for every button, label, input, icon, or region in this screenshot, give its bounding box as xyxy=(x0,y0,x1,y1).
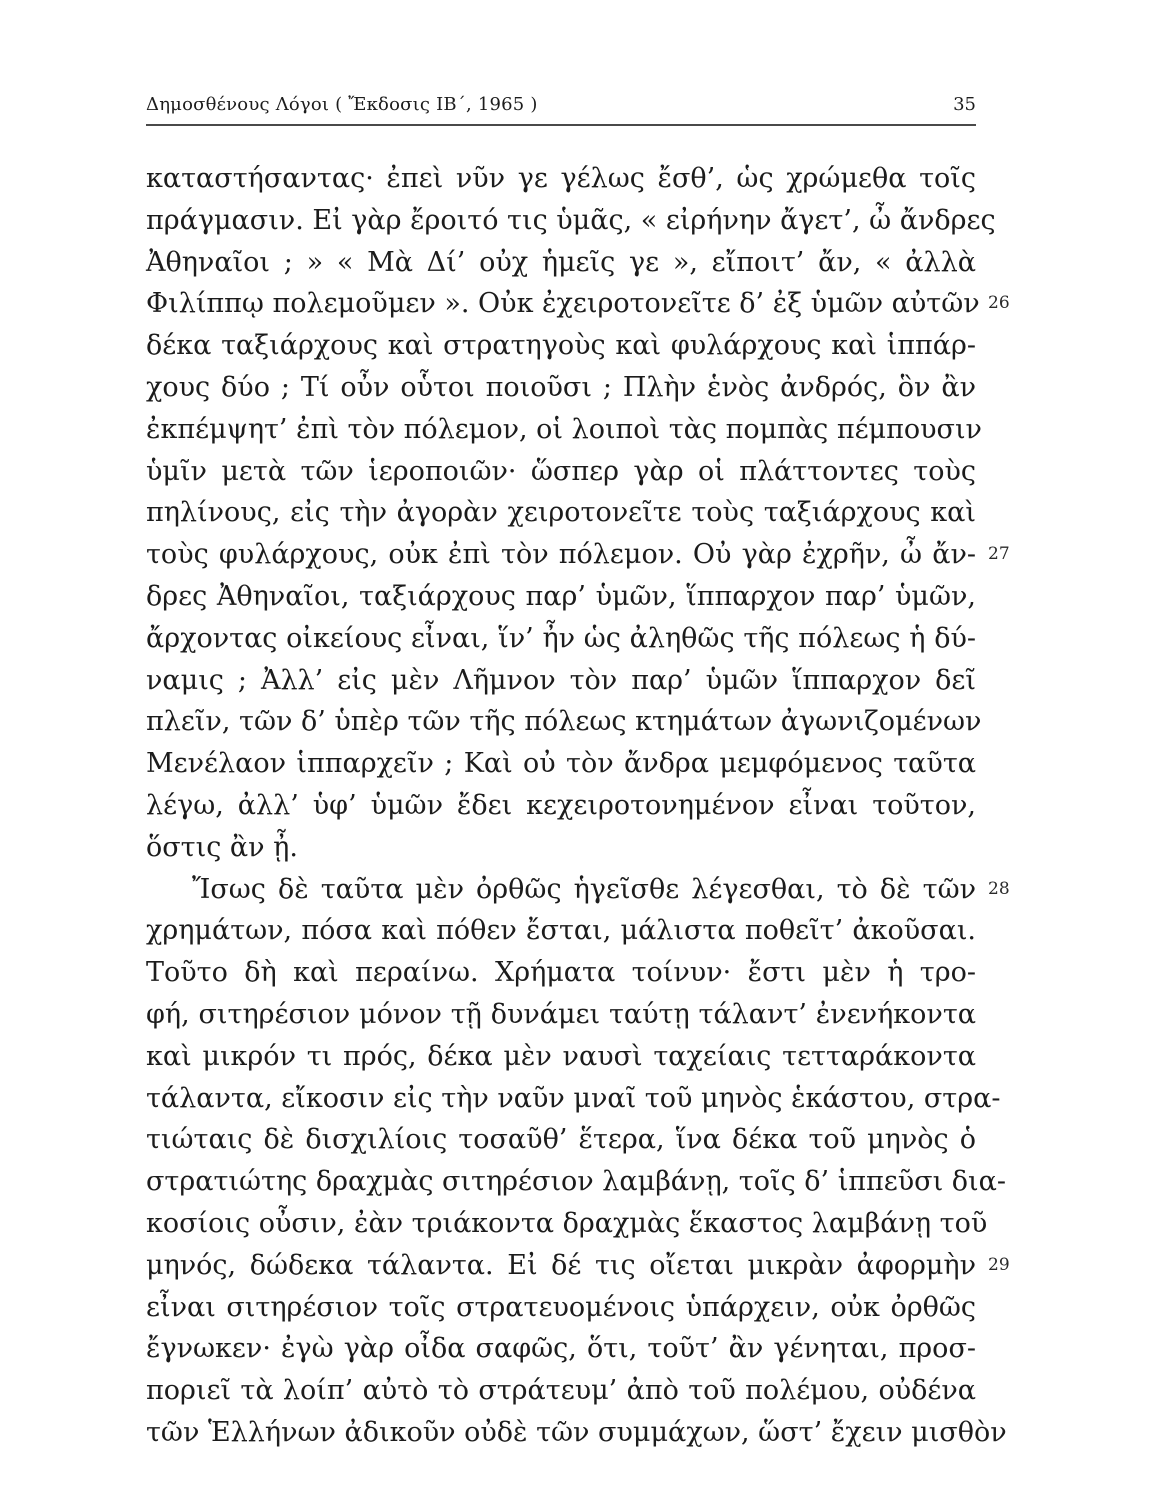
header-rule xyxy=(146,124,976,126)
line-text: πλεῖν, τῶν δ’ ὑπὲρ τῶν τῆς πόλεως κτημάτων ἀγωνιζομένων xyxy=(146,706,982,738)
text-line xyxy=(146,910,976,952)
line-text: στρατιώτης δραχμὰς σιτηρέσιον λαμβάνῃ, τοῖς δ’ ἱππεῦσι δια- xyxy=(146,1166,1006,1198)
line-text: τοὺς φυλάρχους, οὐκ ἐπὶ τὸν πόλεμον. Οὐ γὰρ ἐχρῆν, ὦ ἄν- xyxy=(146,539,976,571)
text-line xyxy=(146,1287,976,1329)
running-header xyxy=(146,92,976,122)
line-text: τάλαντα, εἴκοσιν εἰς τὴν ναῦν μναῖ τοῦ μηνὸς ἑκάστου, στρα- xyxy=(146,1082,1001,1114)
text-line xyxy=(146,618,976,660)
text-line xyxy=(146,534,1010,576)
line-text: ποριεῖ τὰ λοίπ’ αὐτὸ τὸ στράτευμ’ ἀπὸ τοῦ πολέμου, οὐδένα xyxy=(146,1375,976,1407)
text-line xyxy=(146,869,1010,911)
text-line xyxy=(146,1036,976,1078)
line-text: χρημάτων, πόσα καὶ πόθεν ἔσται, μάλιστα ποθεῖτ’ ἀκοῦσαι. xyxy=(146,915,976,947)
line-text: φή, σιτηρέσιον μόνον τῇ δυνάμει ταύτῃ τάλαντ’ ἐνενήκοντα xyxy=(146,998,976,1030)
text-line xyxy=(146,1203,988,1245)
text-line xyxy=(146,827,976,869)
line-text: Ἴσως δὲ ταῦτα μὲν ὀρθῶς ἡγεῖσθε λέγεσθαι, τὸ δὲ τῶν xyxy=(192,873,976,905)
section-number: 27 xyxy=(988,544,1010,565)
line-text: τῶν Ἑλλήνων ἀδικοῦν οὐδὲ τῶν συμμάχων, ὥστ’ ἔχειν μισθὸν xyxy=(146,1416,1007,1448)
section-number: 29 xyxy=(988,1254,1010,1275)
line-text: ὑμῖν μετὰ τῶν ἱεροποιῶν· ὥσπερ γὰρ οἱ πλάττοντες τοὺς xyxy=(146,455,976,487)
line-text: πηλίνους, εἰς τὴν ἀγορὰν χειροτονεῖτε τοὺς ταξιάρχους καὶ xyxy=(146,497,976,529)
text-line xyxy=(146,325,976,367)
text-line xyxy=(146,701,982,743)
line-text: ἄρχοντας οἰκείους εἶναι, ἵν’ ἦν ὡς ἀληθῶς τῆς πόλεως ἡ δύ- xyxy=(146,622,976,654)
text-line xyxy=(146,1119,976,1161)
text-line xyxy=(146,200,996,242)
text-line xyxy=(146,1328,976,1370)
line-text: ἔγνωκεν· ἐγὼ γὰρ οἶδα σαφῶς, ὅτι, τοῦτ’ ἂν γένηται, προσ- xyxy=(146,1333,976,1365)
text-line xyxy=(146,283,1010,325)
text-line xyxy=(146,785,976,827)
text-line xyxy=(146,367,976,409)
line-text: τιώταις δὲ δισχιλίοις τοσαῦθ’ ἕτερα, ἵνα δέκα τοῦ μηνὸς ὁ xyxy=(146,1124,976,1156)
text-line xyxy=(146,158,976,200)
section-number: 26 xyxy=(988,293,1010,314)
section-number: 28 xyxy=(988,878,1010,899)
page-number: 35 xyxy=(953,94,976,115)
body-text xyxy=(146,158,1010,1454)
line-text: Μενέλαον ἱππαρχεῖν ; Καὶ οὐ τὸν ἄνδρα μεμφόμενος ταῦτα xyxy=(146,748,976,780)
line-text: καταστήσαντας· ἐπεὶ νῦν γε γέλως ἔσθ’, ὡς χρώμεθα τοῖς xyxy=(146,163,976,194)
line-text: μηνός, δώδεκα τάλαντα. Εἰ δέ τις οἴεται μικρὰν ἀφορμὴν xyxy=(146,1249,976,1281)
text-line xyxy=(146,451,976,493)
text-line xyxy=(146,409,982,451)
line-text: Ἀθηναῖοι ; » « Μὰ Δί’ οὐχ ἡμεῖς γε », εἴποιτ’ ἄν, « ἀλλὰ xyxy=(146,246,976,278)
text-line xyxy=(146,1161,1006,1203)
line-text: ἐκπέμψητ’ ἐπὶ τὸν πόλεμον, οἱ λοιποὶ τὰς πομπὰς πέμπουσιν xyxy=(146,413,982,445)
line-text: δρες Ἀθηναῖοι, ταξιάρχους παρ’ ὑμῶν, ἵππαρχον παρ’ ὑμῶν, xyxy=(146,580,976,612)
line-text: πράγμασιν. Εἰ γὰρ ἔροιτό τις ὑμᾶς, « εἰρήνην ἄγετ’, ὦ ἄνδρες xyxy=(146,204,996,236)
text-line xyxy=(146,576,976,618)
text-line xyxy=(146,743,976,785)
line-text: Φιλίππῳ πολεμοῦμεν ». Οὐκ ἐχειροτονεῖτε δ’ ἐξ ὑμῶν αὐτῶν xyxy=(146,288,980,320)
line-text: ναμις ; Ἀλλ’ εἰς μὲν Λῆμνον τὸν παρ’ ὑμῶν ἵππαρχον δεῖ xyxy=(146,664,976,696)
text-line xyxy=(146,994,976,1036)
line-text: δέκα ταξιάρχους καὶ στρατηγοὺς καὶ φυλάρχους καὶ ἱππάρ- xyxy=(146,330,976,362)
text-line xyxy=(146,1245,1010,1287)
line-text: καὶ μικρόν τι πρός, δέκα μὲν ναυσὶ ταχείαις τετταράκοντα xyxy=(146,1040,976,1072)
header-title: Δημοσθένους Λόγοι ( Ἔκδοσις ΙΒ΄, 1965 ) xyxy=(146,94,538,115)
line-text: λέγω, ἀλλ’ ὑφ’ ὑμῶν ἔδει κεχειροτονημένον εἶναι τοῦτον, xyxy=(146,789,976,821)
text-line xyxy=(146,660,976,702)
text-line xyxy=(146,1078,1001,1120)
line-text: ὅστις ἂν ᾖ. xyxy=(146,831,298,863)
text-line xyxy=(146,1412,1007,1454)
text-line xyxy=(146,1370,976,1412)
line-text: χους δύο ; Τί οὖν οὗτοι ποιοῦσι ; Πλὴν ἑνὸς ἀνδρός, ὃν ἂν xyxy=(146,371,976,403)
line-text: κοσίοις οὖσιν, ἐὰν τριάκοντα δραχμὰς ἕκαστος λαμβάνῃ τοῦ xyxy=(146,1207,988,1239)
line-text: Τοῦτο δὴ καὶ περαίνω. Χρήματα τοίνυν· ἔστι μὲν ἡ τρο- xyxy=(146,957,976,989)
text-line xyxy=(146,952,976,994)
text-line xyxy=(146,242,976,284)
text-line xyxy=(146,492,976,534)
line-text: εἶναι σιτηρέσιον τοῖς στρατευομένοις ὑπάρχειν, οὐκ ὀρθῶς xyxy=(146,1291,976,1323)
